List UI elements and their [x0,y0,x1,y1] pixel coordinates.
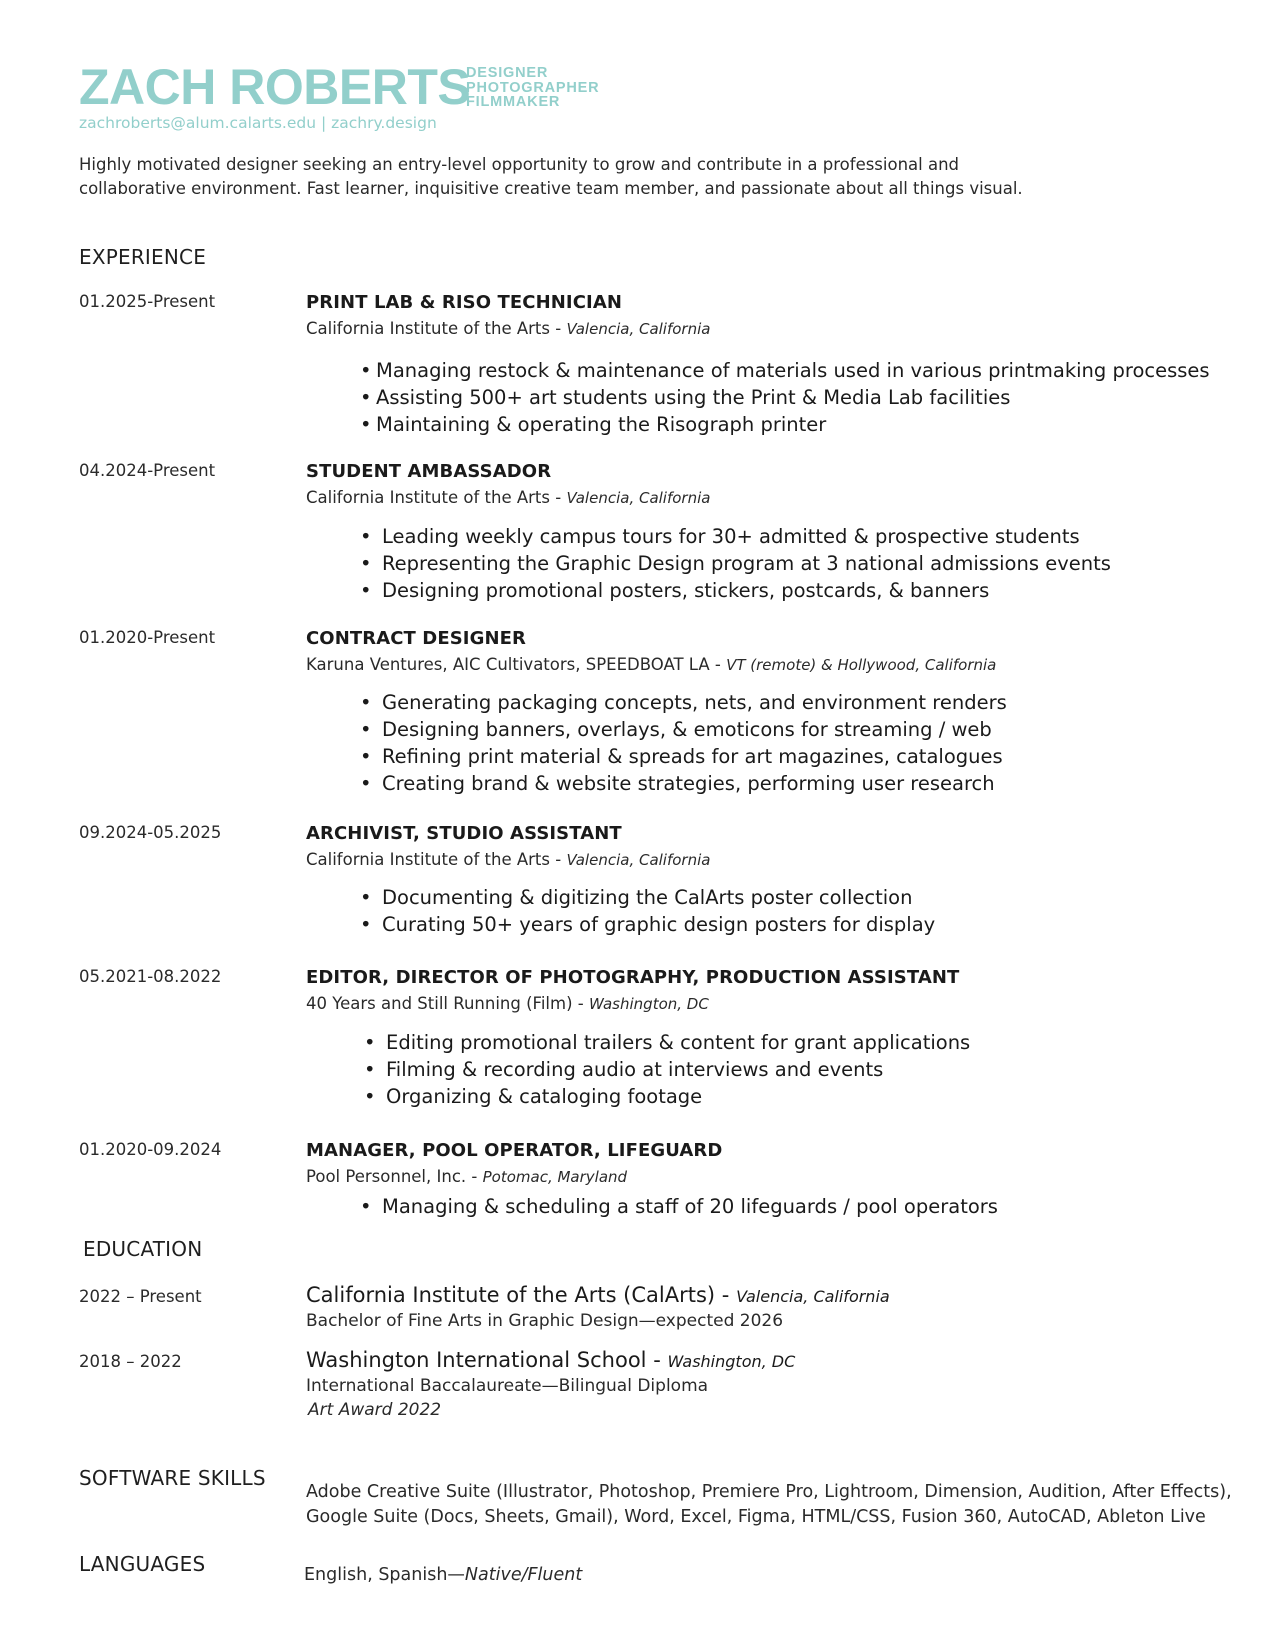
summary-line-2: collaborative environment. Fast learner, inquisitive creative team member, and passionate about all things visual. [79,179,1023,198]
job-location: Valencia, California [566,320,711,338]
skills-list [306,1480,1256,1530]
job-title: PRINT LAB & RISO TECHNICIAN [306,292,623,313]
job-org-line [306,994,959,1013]
education-date: 2018 – 2022 [79,1352,182,1371]
separator: - [646,1348,668,1372]
job-org-line [306,655,996,674]
job-org-line [306,319,710,338]
role-list [466,66,599,110]
school-location: Washington, DC [667,1352,796,1371]
bullet-item: • Assisting 500+ art students using the Print & Media Lab facilities [360,384,1210,411]
bullet-item: • Documenting & digitizing the CalArts poster collection [360,884,935,911]
bullet-item: • Filming & recording audio at interviews and events [364,1056,970,1083]
job-entry [306,628,996,674]
job-entry [306,823,710,869]
job-location: Potomac, Maryland [482,1168,628,1186]
education-entry [306,1283,890,1331]
bullet-item: • Maintaining & operating the Risograph printer [360,411,1210,438]
skills-heading: SOFTWARE SKILLS [79,1466,266,1490]
education-date: 2022 – Present [79,1287,202,1306]
bullet-item: • Representing the Graphic Design program at 3 national admissions events [360,550,1111,577]
job-title: ARCHIVIST, STUDIO ASSISTANT [306,823,622,844]
job-date: 04.2024-Present [79,461,216,480]
job-org-line [306,1167,722,1186]
bullet-item: • Curating 50+ years of graphic design posters for display [360,911,935,938]
role-filmmaker: FILMMAKER [466,94,561,110]
job-org: Pool Personnel, Inc. [306,1167,467,1186]
job-entry [306,967,959,1013]
school-location: Valencia, California [736,1287,890,1306]
job-location: VT (remote) & Hollywood, California [726,656,997,674]
award: Art Award 2022 [308,1400,442,1420]
bullet-item: • Editing promotional trailers & content for grant applications [364,1029,970,1056]
bullet-item: • Creating brand & website strategies, performing user research [360,770,1007,797]
separator: - [572,994,589,1013]
job-date: 01.2020-Present [79,628,216,647]
separator: - [549,319,567,338]
bullet-item: • Organizing & cataloging footage [364,1083,970,1110]
job-date: 01.2020-09.2024 [79,1140,222,1159]
bullet-item: • Leading weekly campus tours for 30+ admitted & prospective students [360,523,1111,550]
candidate-name: ZACH ROBERTS [79,59,471,115]
degree: International Baccalaureate—Bilingual Diploma [306,1376,709,1396]
experience-heading: EXPERIENCE [79,245,207,269]
bullet-item: • Generating packaging concepts, nets, and environment renders [360,689,1007,716]
school-line [306,1283,890,1307]
job-location: Washington, DC [588,995,709,1013]
job-location: Valencia, California [566,851,711,869]
separator: - [715,1283,737,1307]
job-title: CONTRACT DESIGNER [306,628,526,649]
education-heading: EDUCATION [83,1237,203,1261]
job-bullets [360,884,935,938]
languages-names: English, Spanish— [304,1565,465,1585]
role-photographer: PHOTOGRAPHER [466,79,600,96]
job-title: EDITOR, DIRECTOR OF PHOTOGRAPHY, PRODUCTION ASSISTANT [306,967,960,988]
job-org: California Institute of the Arts [306,850,550,869]
job-org: 40 Years and Still Running (Film) [306,994,573,1013]
job-bullets [364,1029,970,1110]
job-org-line [306,488,710,507]
school-name: California Institute of the Arts (CalArts) [306,1283,716,1307]
skills-line-2: Google Suite (Docs, Sheets, Gmail), Word, Excel, Figma, HTML/CSS, Fusion 360, AutoCAD, Ableton Live [306,1507,1206,1527]
bullet-item: • Refining print material & spreads for art magazines, catalogues [360,743,1007,770]
school-line [306,1348,795,1372]
job-org: California Institute of the Arts [306,488,550,507]
job-entry [306,461,710,507]
job-title: MANAGER, POOL OPERATOR, LIFEGUARD [306,1140,723,1161]
job-entry [306,292,710,338]
contact-info: zachroberts@alum.calarts.edu | zachry.design [79,114,437,132]
separator: - [466,1167,483,1186]
separator: - [549,850,567,869]
job-org: Karuna Ventures, AIC Cultivators, SPEEDBOAT LA [306,655,710,674]
separator: - [549,488,567,507]
bullet-item: • Designing banners, overlays, & emoticons for streaming / web [360,716,1007,743]
bullet-item: • Managing restock & maintenance of materials used in various printmaking processes [360,357,1210,384]
job-org: California Institute of the Arts [306,319,550,338]
job-title: STUDENT AMBASSADOR [306,461,552,482]
job-entry [306,1140,722,1186]
job-bullets [360,689,1007,797]
degree: Bachelor of Fine Arts in Graphic Design—expected 2026 [306,1311,784,1331]
bullet-item: • Designing promotional posters, stickers, postcards, & banners [360,577,1111,604]
separator: - [709,655,727,674]
school-name: Washington International School [306,1348,647,1372]
job-date: 05.2021-08.2022 [79,967,222,986]
job-org-line [306,850,710,869]
job-location: Valencia, California [566,489,711,507]
job-bullets [360,357,1210,438]
job-date: 01.2025-Present [79,292,216,311]
job-bullets [360,523,1111,604]
job-date: 09.2024-05.2025 [79,823,222,842]
languages-level: Native/Fluent [464,1565,583,1585]
summary-line-1: Highly motivated designer seeking an entry-level opportunity to grow and contribute in a professional and [79,155,960,174]
job-bullets [360,1193,998,1220]
languages-heading: LANGUAGES [79,1552,206,1576]
education-entry [306,1348,795,1420]
languages-list [304,1565,582,1585]
summary [79,153,1079,201]
skills-line-1: Adobe Creative Suite (Illustrator, Photoshop, Premiere Pro, Lightroom, Dimension, Audition, After Effects), [306,1482,1232,1502]
role-designer: DESIGNER [466,65,549,81]
bullet-item: • Managing & scheduling a staff of 20 lifeguards / pool operators [360,1193,998,1220]
